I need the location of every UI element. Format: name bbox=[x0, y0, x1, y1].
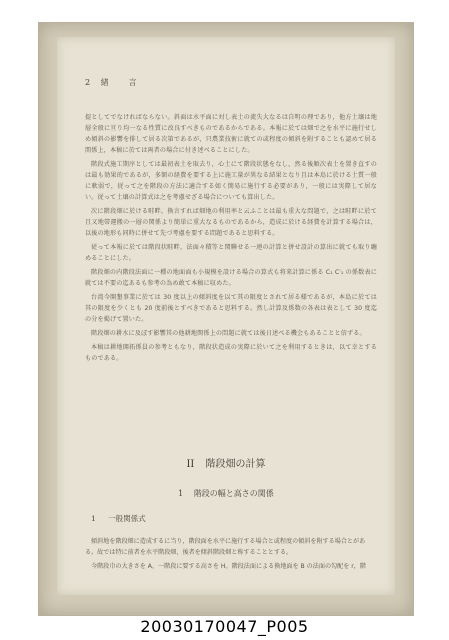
subsection-number: 1 bbox=[91, 514, 96, 523]
page-header-number: 2 bbox=[85, 78, 92, 87]
introduction-body bbox=[85, 112, 377, 367]
section-title: 階段の幅と高さの関係 bbox=[193, 489, 274, 498]
paragraph: 階段畑の耕水に及ぼす影響其の他耕地関係上の問題に就ては後日述べる機会もあることと信ずる。 bbox=[91, 330, 366, 337]
paragraph: 本稿は耕地開拓係員の参考ともなり，階段状造成の実際に於いて之を利用するときは，以て幸とするものである。 bbox=[85, 344, 377, 362]
paragraph: 階段式施工期序としては最初表土を取去り，心土にて階段状態をなし，然る後順次表土を置き直すのは最も効果的であるが，多額の経費を要する上に施工量が異なる結果となり且は本島に於ける土質一般に軟弱で，従って之を階段の方法に適合する如く簡易に施行する必要があり，一般には実際して居ない。従って土壌の計算式は之を考慮せざる場合についても算出した。 bbox=[85, 161, 377, 201]
section-body bbox=[85, 536, 377, 575]
subsection-title: 一般関係式 bbox=[108, 514, 146, 523]
scan-identifier-caption: 20030170047_P005 bbox=[140, 617, 309, 636]
chapter-title: 階段畑の計算 bbox=[205, 459, 266, 470]
paragraph: 台湾今開墾事業に於ては 30 度以上の傾斜度を以て其の限度とされて居る様であるが，本島に於ては其の限度を少くとも 20 度前後とすべきであると思料する。然し計算及係数の各表は表として 30 度迄の分を掲げて置いた。 bbox=[85, 294, 377, 323]
section-heading bbox=[57, 488, 395, 499]
scanned-sheet bbox=[38, 22, 414, 616]
paragraph: 今階段巾の大きさを A，一階段に要する高さを H。階段法面による換地面を B の法面の勾配を r，階 bbox=[91, 563, 366, 570]
page-header-title: 緒 言 bbox=[100, 78, 143, 87]
paragraph: 傾斜地を階段畑に造成するに当り，階段面を水平に施行する場合と或程度の傾斜を附する場合とがある。故では特に前者を水平階段畑，後者を傾斜階段畑と称することとする。 bbox=[85, 538, 366, 556]
chapter-heading bbox=[57, 455, 395, 470]
page-header bbox=[85, 77, 143, 88]
paragraph: 次に階段畑に於ける畦畔，換言すれば畑地の利用率と云ふことは最も重大な問題で，之は畦畔に於て且又地帯運搬の一層の関係より簡単に重大なるものであるから，造成に於ける経費を計算する場合は，以後の地形も同時に併せて先づ考慮を要する問題であると思料する。 bbox=[85, 208, 377, 237]
document-page bbox=[57, 37, 395, 595]
chapter-number: II bbox=[186, 459, 195, 470]
section-number: 1 bbox=[178, 489, 184, 498]
paragraph: 提としてでなければならない。斜面は水平面に対し表土の流失大なるは自明の理であり，他方土壌は地層全般に亘り均一なる性質に改良すべきものであるからである。本報に於ては畑で之を水平に施行せしめ傾斜の影響を排して居る次第であるが，只農業技術に就ての或程度の傾斜を附することも認めて居る関係上，本稿に於ては両者の場合に付き述べることにした。 bbox=[85, 114, 377, 154]
paragraph: 階段畑の内階段法面に一種の地面面も小規模を設ける場合の算式も将来計算に係る C₁ C′₁ の係数表に就ては不要の迄あるも参考の為め敢て本稿に収めた。 bbox=[85, 269, 377, 287]
subsection-heading bbox=[91, 513, 146, 524]
paragraph: 従って本報に於ては階段状畦畔，法面々積等と関聯せる一連の計算と併せ設計の算出に就ても取り纏めることにした。 bbox=[85, 244, 377, 262]
